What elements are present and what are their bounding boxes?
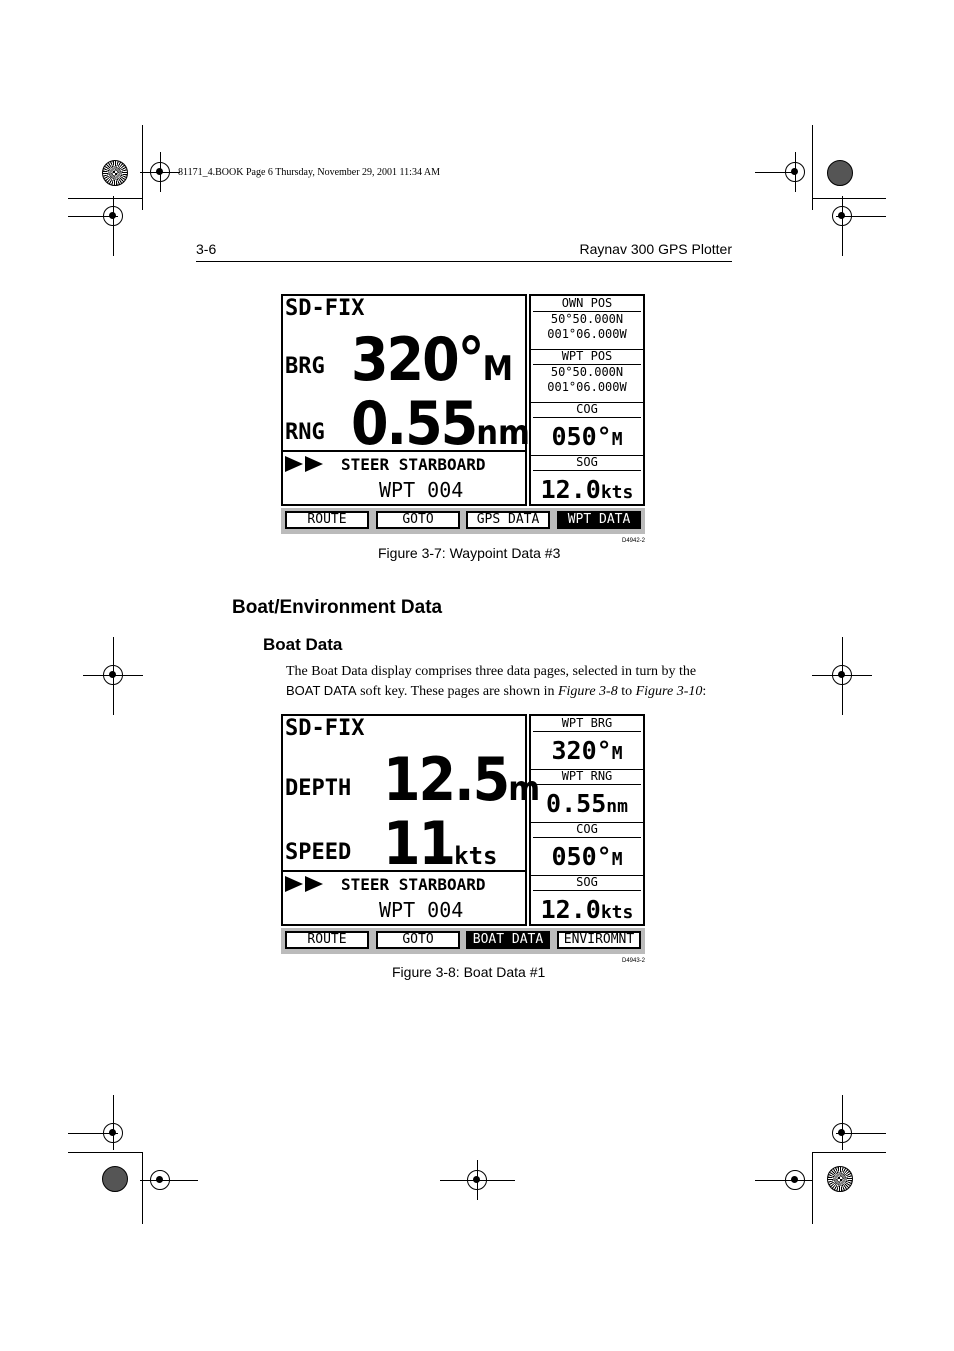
wpt-pos-value: 50°50.000N 001°06.000W xyxy=(547,365,627,394)
softkey-bar xyxy=(281,928,645,954)
own-pos-label: OWN POS xyxy=(533,296,641,312)
wpt-rng-value: 0.55nm xyxy=(546,789,628,818)
waypoint-name: WPT 004 xyxy=(379,478,464,502)
registration-star-icon xyxy=(102,1166,128,1192)
speed-label: SPEED xyxy=(285,840,352,865)
figure-caption: Figure 3-8: Boat Data #1 xyxy=(392,964,546,980)
sog-cell xyxy=(531,875,643,928)
steer-panel xyxy=(281,872,527,926)
route-softkey[interactable]: ROUTE xyxy=(285,931,369,949)
cog-value: 050°M xyxy=(551,422,623,451)
double-arrow-right-icon xyxy=(285,876,325,892)
double-arrow-right-icon xyxy=(285,456,325,472)
depth-value: 12.5m xyxy=(383,745,541,815)
wpt-rng-label: WPT RNG xyxy=(533,769,641,785)
goto-softkey[interactable]: GOTO xyxy=(376,931,460,949)
print-slug: 81171_4.BOOK Page 6 Thursday, November 29, 2001 11:34 AM xyxy=(178,167,441,178)
sog-value: 12.0kts xyxy=(540,895,634,924)
cog-cell xyxy=(531,402,643,456)
sog-label: SOG xyxy=(533,875,641,891)
cog-value: 050°M xyxy=(551,842,623,871)
header-rule xyxy=(196,261,732,262)
page-number: 3-6 xyxy=(196,241,217,257)
gps-data-softkey[interactable]: GPS DATA xyxy=(466,511,550,529)
cog-cell xyxy=(531,822,643,876)
main-data-panel xyxy=(281,714,541,879)
sub-heading: Boat Data xyxy=(263,635,343,654)
wpt-rng-cell xyxy=(531,769,643,823)
sog-label: SOG xyxy=(533,455,641,471)
rng-value: 0.55nm xyxy=(351,389,530,459)
wpt-data-softkey[interactable]: WPT DATA xyxy=(557,511,641,529)
main-data-panel xyxy=(281,294,530,459)
wpt-pos-label: WPT POS xyxy=(533,349,641,365)
waypoint-data-screen xyxy=(281,294,645,544)
side-data-panel xyxy=(529,294,645,506)
own-pos-value: 50°50.000N 001°06.000W xyxy=(547,312,627,341)
environment-softkey[interactable]: ENVIROMNT xyxy=(557,931,641,949)
brg-value: 320°M xyxy=(351,325,514,395)
figure-id: D4942-2 xyxy=(621,538,645,544)
side-data-panel xyxy=(529,714,645,926)
registration-star-icon xyxy=(102,160,128,186)
cog-label: COG xyxy=(533,822,641,838)
depth-label: DEPTH xyxy=(285,776,352,801)
wpt-brg-cell xyxy=(531,716,643,770)
boat-data-screen xyxy=(281,714,645,964)
running-title: Raynav 300 GPS Plotter xyxy=(579,241,732,257)
route-softkey[interactable]: ROUTE xyxy=(285,511,369,529)
figure-id: D4943-2 xyxy=(621,958,645,964)
section-heading: Boat/Environment Data xyxy=(232,597,443,618)
steer-instruction: STEER STARBOARD xyxy=(341,455,486,474)
brg-label: BRG xyxy=(285,354,325,379)
steer-instruction: STEER STARBOARD xyxy=(341,875,486,894)
sog-cell xyxy=(531,455,643,508)
boat-data-softkey[interactable]: BOAT DATA xyxy=(466,931,550,949)
fix-mode: SD-FIX xyxy=(285,716,365,741)
waypoint-name: WPT 004 xyxy=(379,898,464,922)
rng-label: RNG xyxy=(285,420,325,445)
fix-mode: SD-FIX xyxy=(285,296,365,321)
body-paragraph: The Boat Data display comprises three data pages, selected in turn by the BOAT DATA soft key. These pages are shown in Figure 3-8 to Figure 3-10: xyxy=(286,664,707,699)
registration-star-icon xyxy=(827,160,853,186)
speed-value: 11kts xyxy=(383,809,498,879)
goto-softkey[interactable]: GOTO xyxy=(376,511,460,529)
wpt-brg-label: WPT BRG xyxy=(533,716,641,732)
own-pos-cell xyxy=(531,296,643,350)
softkey-bar xyxy=(281,508,645,534)
wpt-pos-cell xyxy=(531,349,643,403)
steer-panel xyxy=(281,452,527,506)
wpt-brg-value: 320°M xyxy=(551,736,623,765)
registration-star-icon xyxy=(827,1166,853,1192)
sog-value: 12.0kts xyxy=(540,475,634,504)
figure-caption: Figure 3-7: Waypoint Data #3 xyxy=(378,545,561,561)
cog-label: COG xyxy=(533,402,641,418)
